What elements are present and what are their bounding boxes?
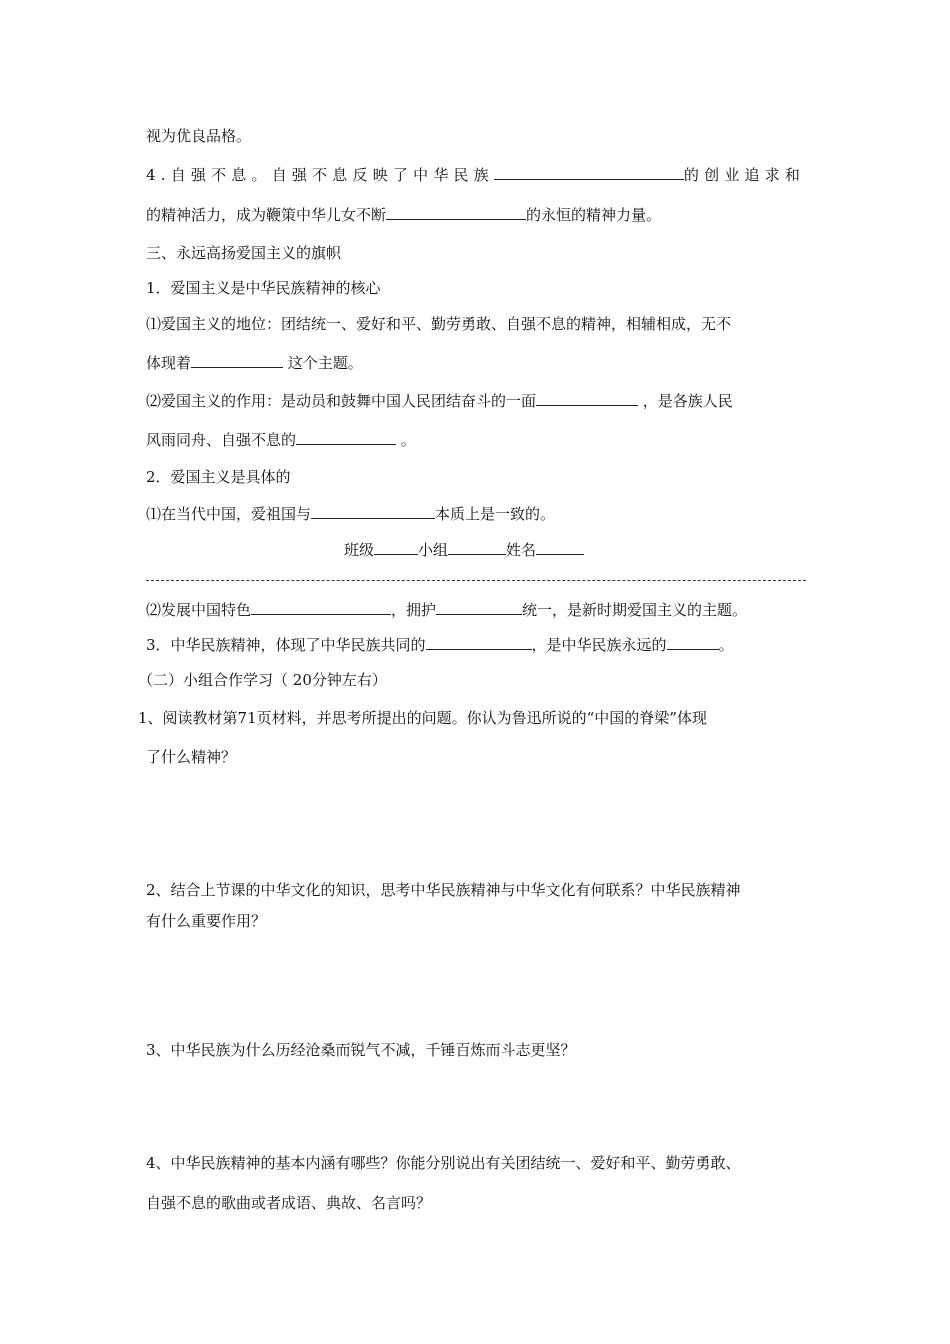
cut-line-divider [146,580,806,581]
answer-blank[interactable] [494,164,684,180]
sub-heading: 1．爱国主义是中华民族精神的核心 [146,279,381,297]
question-3: 3、中华民族为什么历经沧桑而锐气不减，千锤百炼而斗志更坚？ [146,1041,576,1059]
student-info: 班级 小组 姓名 [344,539,584,560]
answer-blank[interactable] [667,634,719,650]
question-4: 4、中华民族精神的基本内涵有哪些？你能分别说出有关团结统一、爱好和平、勤劳勇敢、 [146,1154,741,1172]
fill-line: 体现着 这个主题。 [146,354,363,372]
answer-blank[interactable] [386,204,526,220]
fill-line: 风雨同舟、自强不息的 。 [146,431,416,449]
text-line: 视为优良品格。 [146,127,252,145]
fill-line: ⑵爱国主义的作用：是动员和鼓舞中国人民团结奋斗的一面 ，是各族人民 [146,392,733,410]
answer-blank[interactable] [436,599,522,615]
question-2-cont: 有什么重要作用？ [146,912,267,930]
fill-line-self-improvement: 4.自强不息。自强不息反映了中华民族 的创业追求和 [146,166,806,184]
text-line: ⑴爱国主义的地位：团结统一、爱好和平、勤劳勇敢、自强不息的精神，相辅相成，无不 [146,315,732,333]
answer-blank[interactable] [296,429,396,445]
group-blank[interactable] [448,539,506,555]
answer-blank[interactable] [426,634,532,650]
question-1: 1、阅读教材第71页材料，并思考所提出的问题。你认为鲁迅所说的“中国的脊梁”体现 [138,709,707,727]
name-blank[interactable] [536,539,584,555]
class-blank[interactable] [374,539,418,555]
answer-blank[interactable] [251,599,391,615]
section-heading: （二）小组合作学习（ 20分钟左右） [138,671,387,689]
sub-heading: 2．爱国主义是具体的 [146,468,291,486]
question-4-cont: 自强不息的歌曲或者成语、典故、名言吗？ [146,1194,432,1212]
answer-blank[interactable] [311,503,435,519]
question-2: 2、结合上节课的中华文化的知识，思考中华民族精神与中华文化有何联系？中华民族精神 [146,881,741,899]
answer-blank[interactable] [191,352,283,368]
fill-line: ⑴在当代中国，爱祖国与 本质上是一致的。 [146,505,556,523]
section-heading: 三、永远高扬爱国主义的旗帜 [146,244,342,262]
question-1-cont: 了什么精神？ [146,748,237,766]
fill-line: 的精神活力，成为鞭策中华儿女不断 的永恒的精神力量。 [146,206,662,224]
fill-line: ⑵发展中国特色 ，拥护 统一，是新时期爱国主义的主题。 [146,601,748,619]
fill-line: 3．中华民族精神，体现了中华民族共同的 ，是中华民族永远的 。 [146,636,734,654]
answer-blank[interactable] [536,390,638,406]
